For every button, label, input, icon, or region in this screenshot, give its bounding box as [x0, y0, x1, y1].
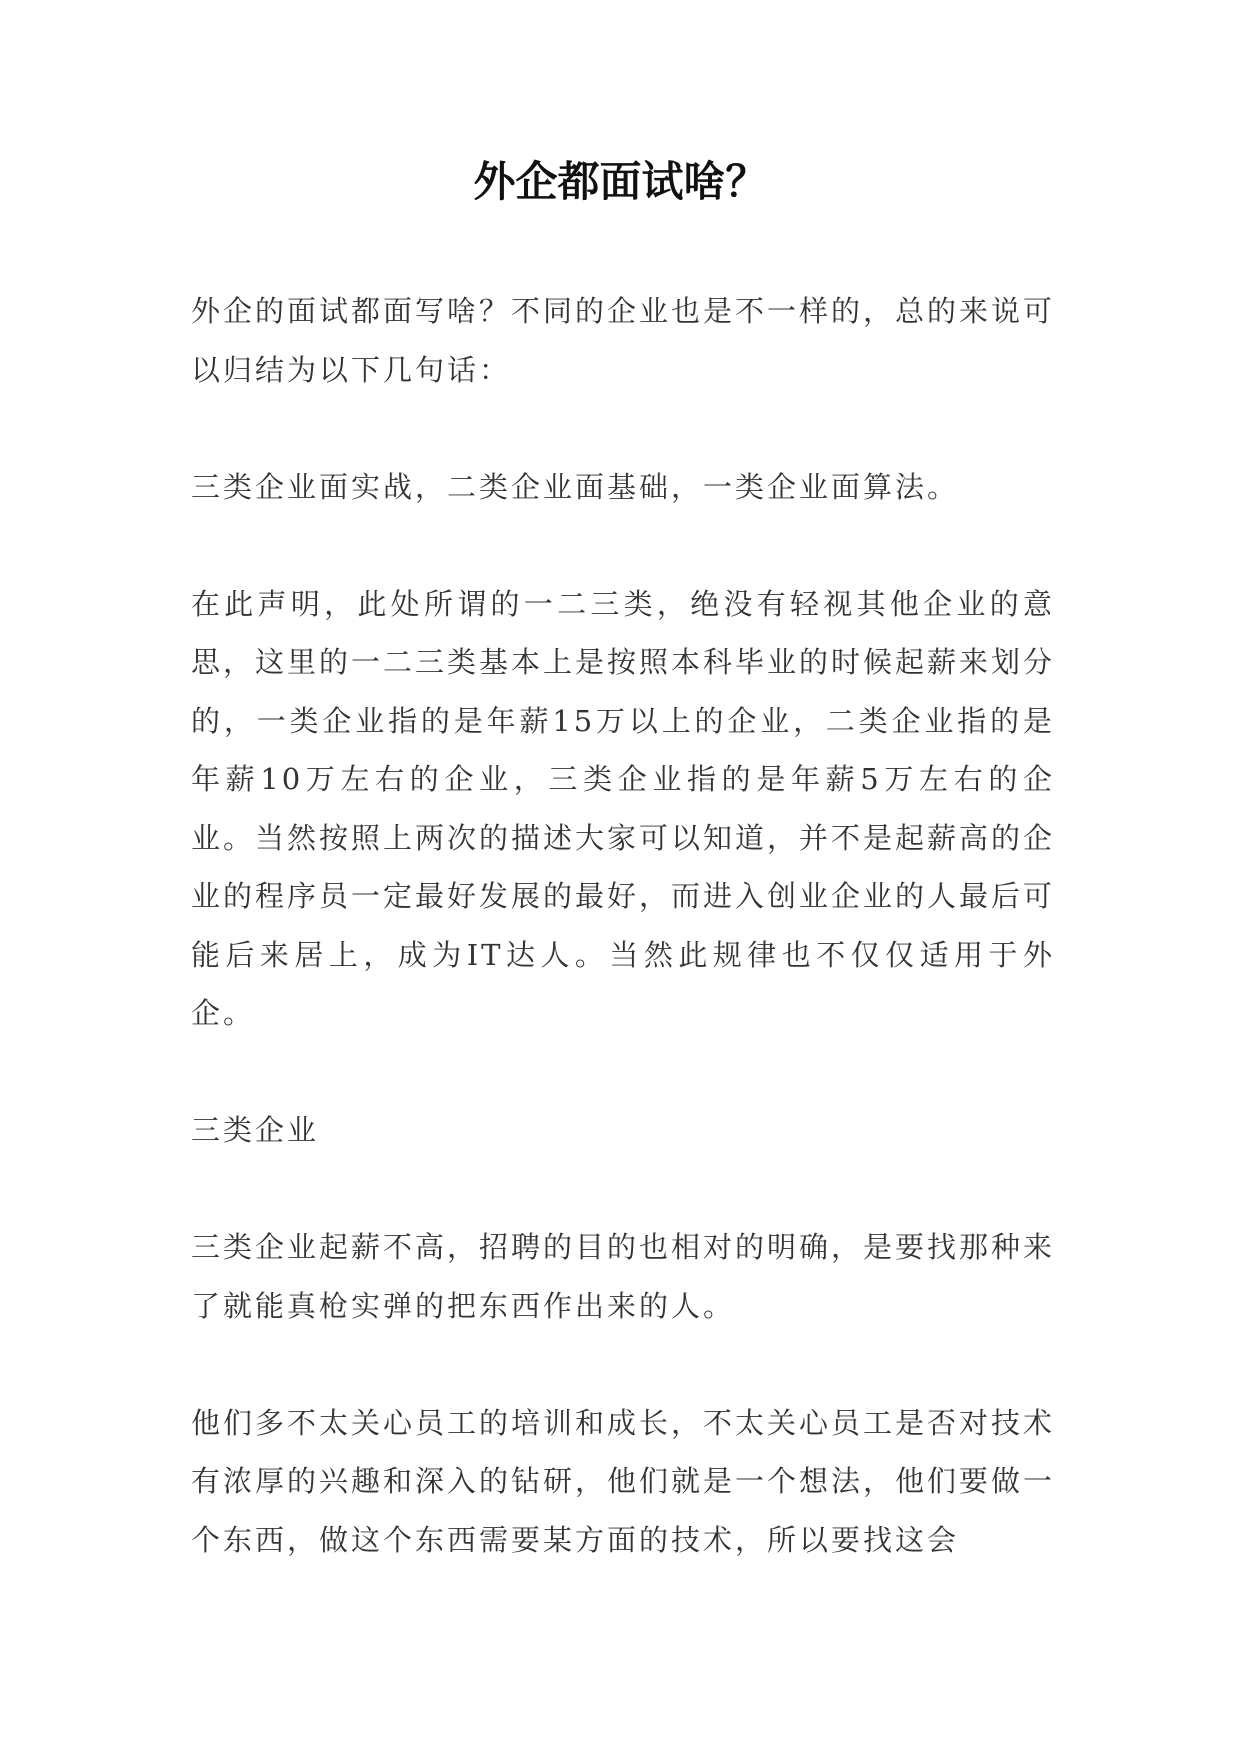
document-body	[191, 282, 1055, 1628]
section-heading-third-class: 三类企业	[191, 1113, 320, 1147]
document-title: 外企都面试啥？	[473, 157, 768, 206]
paragraph-summary: 三类企业面实战，二类企业面基础，一类企业面算法。	[191, 469, 960, 504]
paragraph-third-class-salary: 三类企业起薪不高，招聘的目的也相对的明确，是要找那种来了就能真枪实弹的把东西作出来的人。	[191, 1230, 1056, 1323]
paragraph-third-class-concerns: 他们多不太关心员工的培训和成长，不太关心员工是否对技术有浓厚的兴趣和深入的钻研，他们就是一个想法，他们要做一个东西，做这个东西需要某方面的技术，所以要找这会	[191, 1405, 1056, 1557]
paragraph-declaration: 在此声明，此处所谓的一二三类，绝没有轻视其他企业的意思，这里的一二三类基本上是按照本科毕业的时候起薪来划分的，一类企业指的是年薪15万以上的企业，二类企业指的是年薪10万左右的企业，三类企业指的是年薪5万左右的企业。当然按照上两次的描述大家可以知道，并不是起薪高的企业的程序员一定最好发展的最好，而进入创业企业的人最后可能后来居上，成为IT达人。当然此规律也不仅仅适用于外企。	[191, 586, 1056, 1030]
paragraph-intro: 外企的面试都面写啥？不同的企业也是不一样的，总的来说可以归结为以下几句话：	[191, 294, 1056, 387]
